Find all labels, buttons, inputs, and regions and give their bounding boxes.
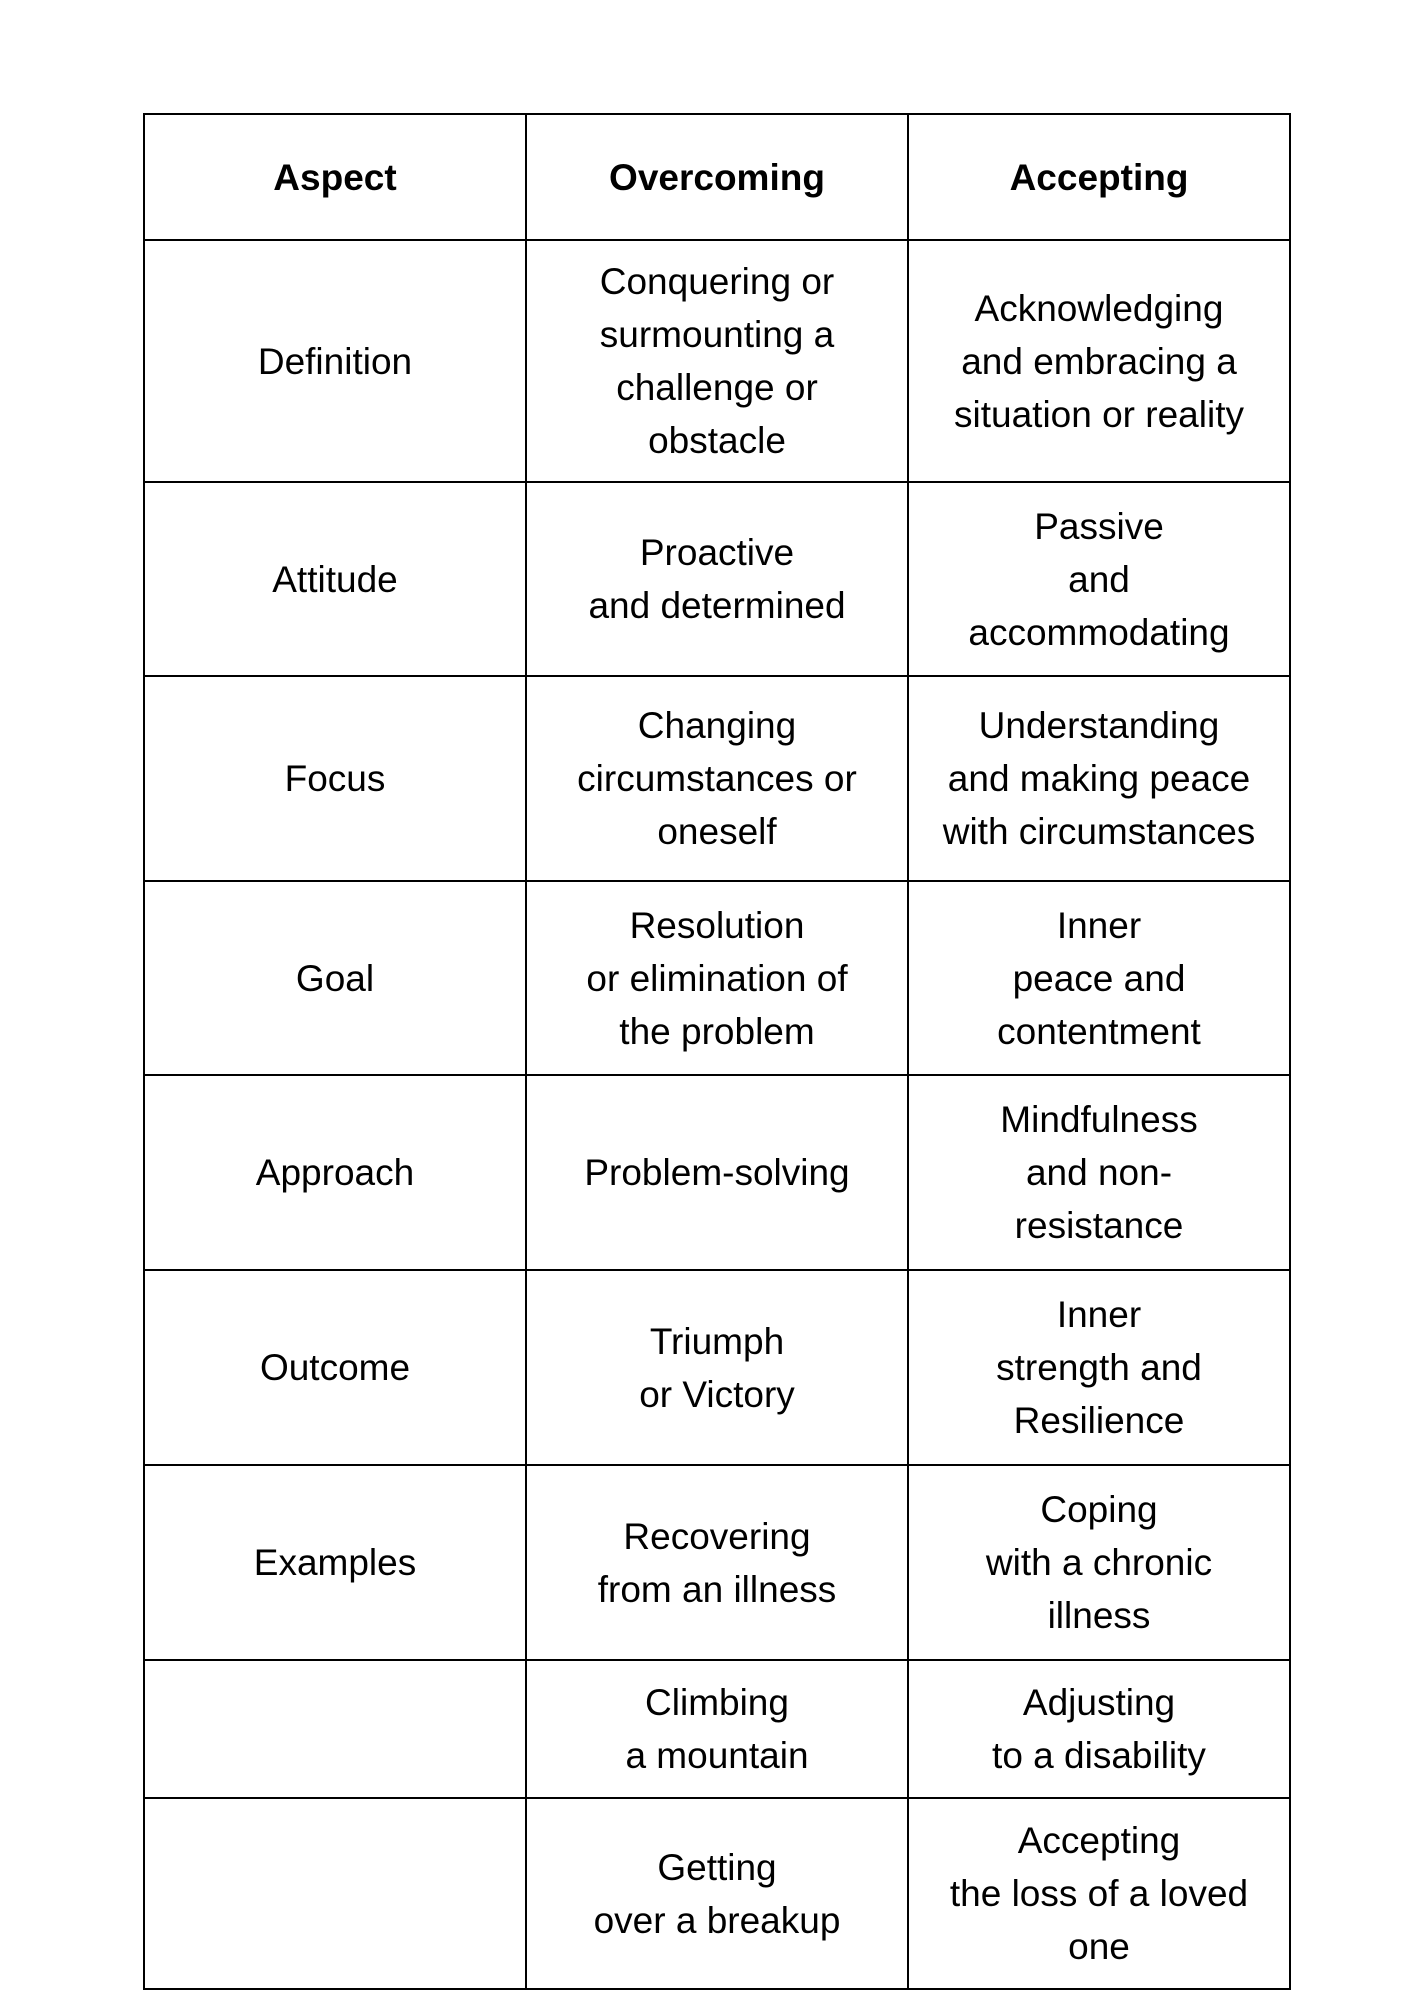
overcoming-cell: Conquering or surmounting a challenge or obstacle <box>526 240 908 482</box>
overcoming-cell: Proactive and determined <box>526 482 908 676</box>
header-row <box>144 114 1290 240</box>
accepting-cell: Adjusting to a disability <box>908 1660 1290 1798</box>
overcoming-cell: Getting over a breakup <box>526 1798 908 1989</box>
overcoming-cell: Problem-solving <box>526 1075 908 1270</box>
table-row <box>144 1270 1290 1465</box>
comparison-table <box>143 113 1291 1990</box>
table-row <box>144 676 1290 881</box>
aspect-cell <box>144 1798 526 1989</box>
aspect-cell: Examples <box>144 1465 526 1660</box>
header-aspect: Aspect <box>144 114 526 240</box>
table-row <box>144 881 1290 1075</box>
overcoming-cell: Climbing a mountain <box>526 1660 908 1798</box>
accepting-cell: Inner peace and contentment <box>908 881 1290 1075</box>
accepting-cell: Understanding and making peace with circumstances <box>908 676 1290 881</box>
overcoming-cell: Recovering from an illness <box>526 1465 908 1660</box>
aspect-cell: Goal <box>144 881 526 1075</box>
accepting-cell: Acknowledging and embracing a situation or reality <box>908 240 1290 482</box>
accepting-cell: Mindfulness and non- resistance <box>908 1075 1290 1270</box>
accepting-cell: Inner strength and Resilience <box>908 1270 1290 1465</box>
table-row <box>144 1798 1290 1989</box>
accepting-cell: Accepting the loss of a loved one <box>908 1798 1290 1989</box>
accepting-cell: Coping with a chronic illness <box>908 1465 1290 1660</box>
table-row <box>144 240 1290 482</box>
aspect-cell: Focus <box>144 676 526 881</box>
aspect-cell: Attitude <box>144 482 526 676</box>
overcoming-cell: Resolution or elimination of the problem <box>526 881 908 1075</box>
table-row <box>144 1075 1290 1270</box>
aspect-cell: Approach <box>144 1075 526 1270</box>
table-row <box>144 1465 1290 1660</box>
header-accepting: Accepting <box>908 114 1290 240</box>
overcoming-cell: Triumph or Victory <box>526 1270 908 1465</box>
overcoming-cell: Changing circumstances or oneself <box>526 676 908 881</box>
accepting-cell: Passive and accommodating <box>908 482 1290 676</box>
table-row <box>144 482 1290 676</box>
aspect-cell: Outcome <box>144 1270 526 1465</box>
table-row <box>144 1660 1290 1798</box>
aspect-cell <box>144 1660 526 1798</box>
header-overcoming: Overcoming <box>526 114 908 240</box>
aspect-cell: Definition <box>144 240 526 482</box>
